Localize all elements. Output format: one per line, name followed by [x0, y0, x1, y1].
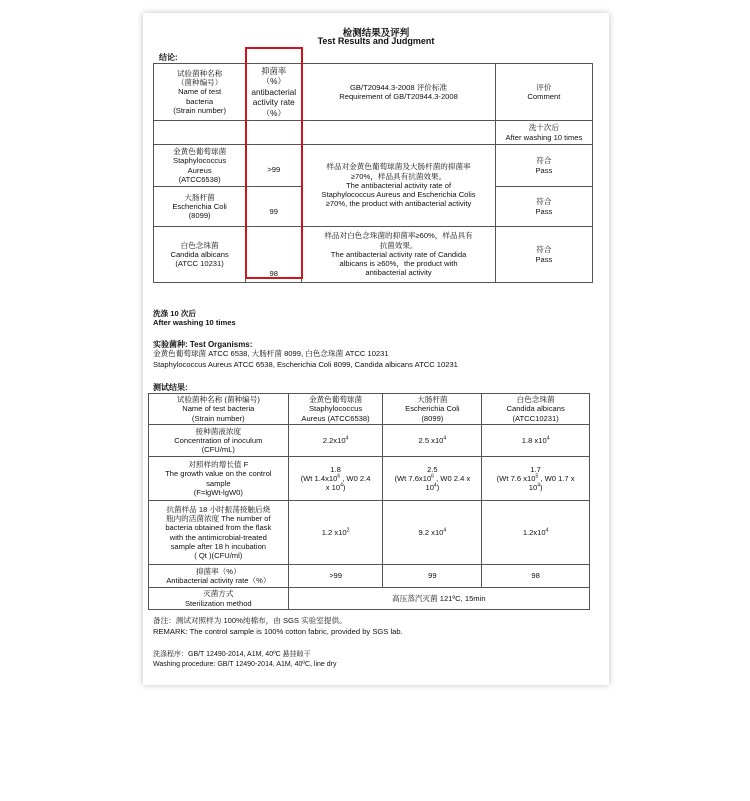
- organisms-title: 实验菌种: Test Organisms:: [153, 340, 253, 349]
- header-requirement: GB/T20944.3-2008 评价标准 Requirement of GB/T20944.3-2008: [302, 64, 495, 121]
- wash-procedure-en: Washing procedure: GB/T 12490-2014, A1M, 40ºC, line dry: [153, 661, 337, 668]
- organisms-en: Staphylococcus Aureus ATCC 6538, Escherichia Coli 8099, Candida albicans ATCC 10231: [153, 360, 458, 369]
- rate-value: 99: [246, 187, 302, 227]
- table-row: 金黄色葡萄球菌 Staphylococcus Aureus (ATCC6538) >99 样品对金黄色葡萄球菌及大肠杆菌的抑菌率 ≥70%，样品具有抗菌效果。 The antibacterial activity rate of Staphylococcus Aureus and Escherichia Colis ≥70%, the product with antibacterial activity 符合 Pass: [154, 145, 593, 187]
- wash-label-cn: 洗涤 10 次后: [153, 309, 197, 318]
- remark-cn: 备注：测试对照样为 100%纯棉布，由 SGS 实验室提供。: [153, 616, 347, 625]
- wash-procedure-cn: 洗涤程序：GB/T 12490-2014, A1M, 40ºC 悬挂晾干: [153, 651, 311, 658]
- wash-label-en: After washing 10 times: [153, 318, 236, 327]
- title-english: Test Results and Judgment: [317, 36, 435, 46]
- judgment-header-row: [154, 64, 593, 121]
- table-row: 灭菌方式 Sterilization method 高压蒸汽灭菌 121ºC, 15min: [149, 588, 590, 610]
- results-table: [148, 393, 590, 610]
- title-chinese: 检测结果及评判: [342, 28, 410, 39]
- table-row: 抗菌样品 18 小时振荡接触后烧 瓶内的活菌浓度 The number of bacteria obtained from the flask with the antimicrobial-treated sample after 18 h incubation ( Qt )(CFU/ml) 1.2 $x10^2$ 9.2 $x10^4$ $1.2x10^4$: [149, 501, 590, 565]
- conclusion-label: 结论:: [159, 53, 178, 62]
- rate-value: >99: [246, 145, 302, 187]
- results-label: 测试结果:: [153, 383, 188, 392]
- highlight-box: [245, 47, 303, 279]
- requirement-candida: 样品对白色念珠菌的抑菌率≥60%，样品具有 抗菌效果。 The antibacterial activity rate of Candida albicans is ≥60%，the product with antibacterial activity: [302, 227, 495, 283]
- table-row: 抑菌率（%） Antibacterial activity rate（%） >99 99 98: [149, 565, 590, 588]
- table-row: 接种菌液浓度 Concentration of inoculum (CFU/mL) $2.2x10^4$ 2.5 $x10^4$ 1.8 $x10^4$: [149, 425, 590, 457]
- table-row: 大肠杆菌 Escherichia Coli (8099) 99 符合 Pass: [154, 187, 593, 227]
- organisms-cn: 金黄色葡萄球菌 ATCC 6538, 大肠杆菌 8099, 白色念珠菌 ATCC 10231: [153, 349, 389, 358]
- header-rate: 抑菌率 （%） antibacterial activity rate （%）: [246, 64, 302, 121]
- judgment-table: [153, 63, 593, 283]
- table-row: 白色念珠菌 Candida albicans (ATCC 10231) 98 样品对白色念珠菌的抑菌率≥60%，样品具有 抗菌效果。 The antibacterial activity rate of Candida albicans is ≥60%，the product with antibacterial activity 符合 Pass: [154, 227, 593, 283]
- remark-en: REMARK: The control sample is 100% cotton fabric, provided by SGS lab.: [153, 627, 403, 636]
- report-page: [143, 13, 609, 685]
- rate-value: 98: [246, 227, 302, 283]
- table-row: 对照样的增长值 F The growth value on the control sample (F=lgWt-lgW0) 1.8 (Wt $1.4x10^6$ , W0 2.4 x $10^4$) 2.5 (Wt $7.6x10^6$ , W0 2.4 x $10^4$) 1.7 (Wt 7.6 $x10^5$ , W0 1.7 x $10^4$): [149, 457, 590, 501]
- results-header-row: 试验菌种名称 (菌种编号) Name of test bacteria (Strain number) 金黄色葡萄球菌 Staphylococcus Aureus (ATCC6538) 大肠杆菌 Escherichia Coli (8099) 白色念珠菌 Candida albicans (ATCC10231): [149, 394, 590, 425]
- after-wash-row: [154, 121, 593, 145]
- header-strain: 试验菌种名称 （菌种编号） Name of test bacteria (Strain number): [154, 64, 246, 121]
- requirement-bacteria: 样品对金黄色葡萄球菌及大肠杆菌的抑菌率 ≥70%，样品具有抗菌效果。 The antibacterial activity rate of Staphylococcus Aureus and Escherichia Colis ≥70%, the product with antibacterial activity: [302, 145, 495, 227]
- sterilization-value: 高压蒸汽灭菌 121ºC, 15min: [288, 588, 589, 610]
- after-wash-label: 洗十次后 After washing 10 times: [495, 121, 592, 145]
- header-comment: 评价 Comment: [495, 64, 592, 121]
